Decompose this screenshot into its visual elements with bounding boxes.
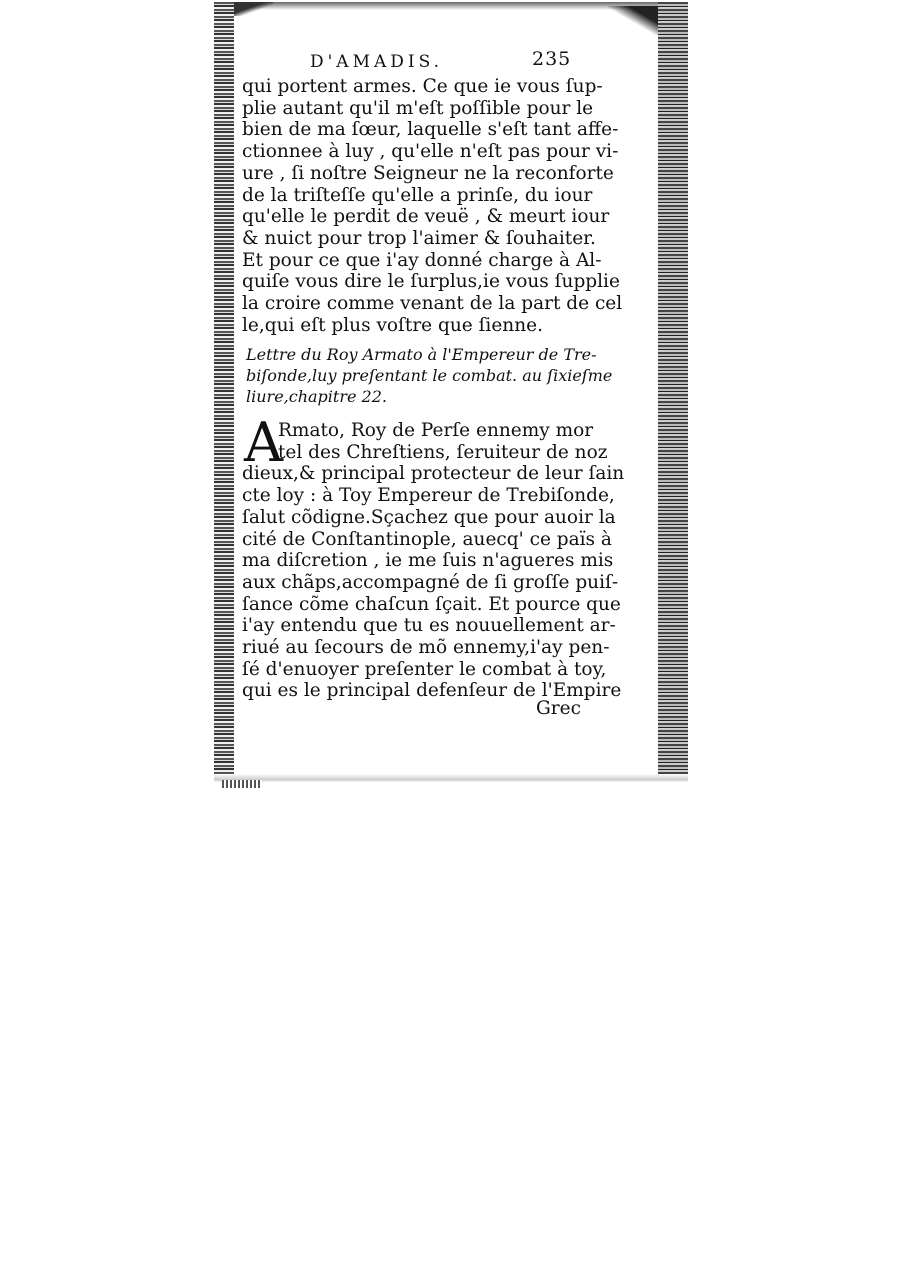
text-line: qui portent armes. Ce que ie vous ſup- [242,76,603,97]
page-corner-curl [608,6,658,46]
page-edge-right [658,2,688,777]
heading-line: Lettre du Roy Armato à l'Empereur de Tre- [246,345,597,364]
page-edge-bottom [214,774,688,788]
heading-line: biſonde,luy preſentant le combat. au ſixieſme [246,366,613,385]
heading-line: liure,chapitre 22. [246,387,387,406]
text-line: qu'elle le perdit de veuë , & meurt iour [242,206,610,228]
text-line: aux chãps,accompagné de ſi groſſe puiſ- [242,571,619,593]
text-line: ſance cõme chaſcun ſçait. Et pource que [242,593,621,615]
text-line: ſalut cõdigne.Sçachez que pour auoir la [242,506,616,528]
text-line: plie autant qu'il m'eſt poſſible pour le [242,97,594,119]
bottom-smudge [222,780,262,788]
text-line: quiſe vous dire le ſurplus,ie vous ſupplie [242,271,620,293]
text-line: tel des Chreſtiens, ſeruiteur de noz [278,441,608,463]
drop-cap: A [244,411,283,474]
text-line: cité de Conſtantinople, auecq' ce païs à [242,528,612,550]
text-line: Rmato, Roy de Perſe ennemy mor [278,420,594,441]
catchword: Grec [536,698,581,719]
text-line: ctionnee à luy , qu'elle n'eſt pas pour vi- [242,141,619,163]
text-line: Et pour ce que i'ay donné charge à Al- [242,249,602,271]
text-line: de la triſteſſe qu'elle a prinſe, du iour [242,184,593,206]
text-line: qui es le principal defenſeur de l'Empire [242,680,622,702]
scanned-page [214,2,688,788]
text-line: bien de ma ſœur, laquelle s'eſt tant affe- [242,119,619,141]
text-line: ure , ſi noſtre Seigneur ne la reconforte [242,162,614,184]
text-line: le,qui eſt plus voſtre que ſienne. [242,314,543,336]
text-line: ma diſcretion , ie me ſuis n'agueres mis [242,550,614,572]
text-line: riué au ſecours de mõ ennemy,i'ay pen- [242,637,610,659]
page-number: 235 [532,48,572,70]
text-line: dieux,& principal protecteur de leur ſain [242,463,625,485]
text-line: la croire comme venant de la part de cel [242,293,623,315]
text-line: ſé d'enuoyer preſenter le combat à toy, [242,658,607,680]
text-line: & nuict pour trop l'aimer & ſouhaiter. [242,227,596,249]
running-head: D'AMADIS. [310,52,444,72]
letter-heading [246,344,613,407]
text-line: cte loy : à Toy Empereur de Trebiſonde, [242,485,615,507]
page-edge-left [214,2,234,782]
page-corner-shadow [234,2,274,16]
paragraph-2 [242,420,625,702]
text-line: i'ay entendu que tu es nouuellement ar- [242,615,616,637]
paragraph-1 [242,76,623,336]
